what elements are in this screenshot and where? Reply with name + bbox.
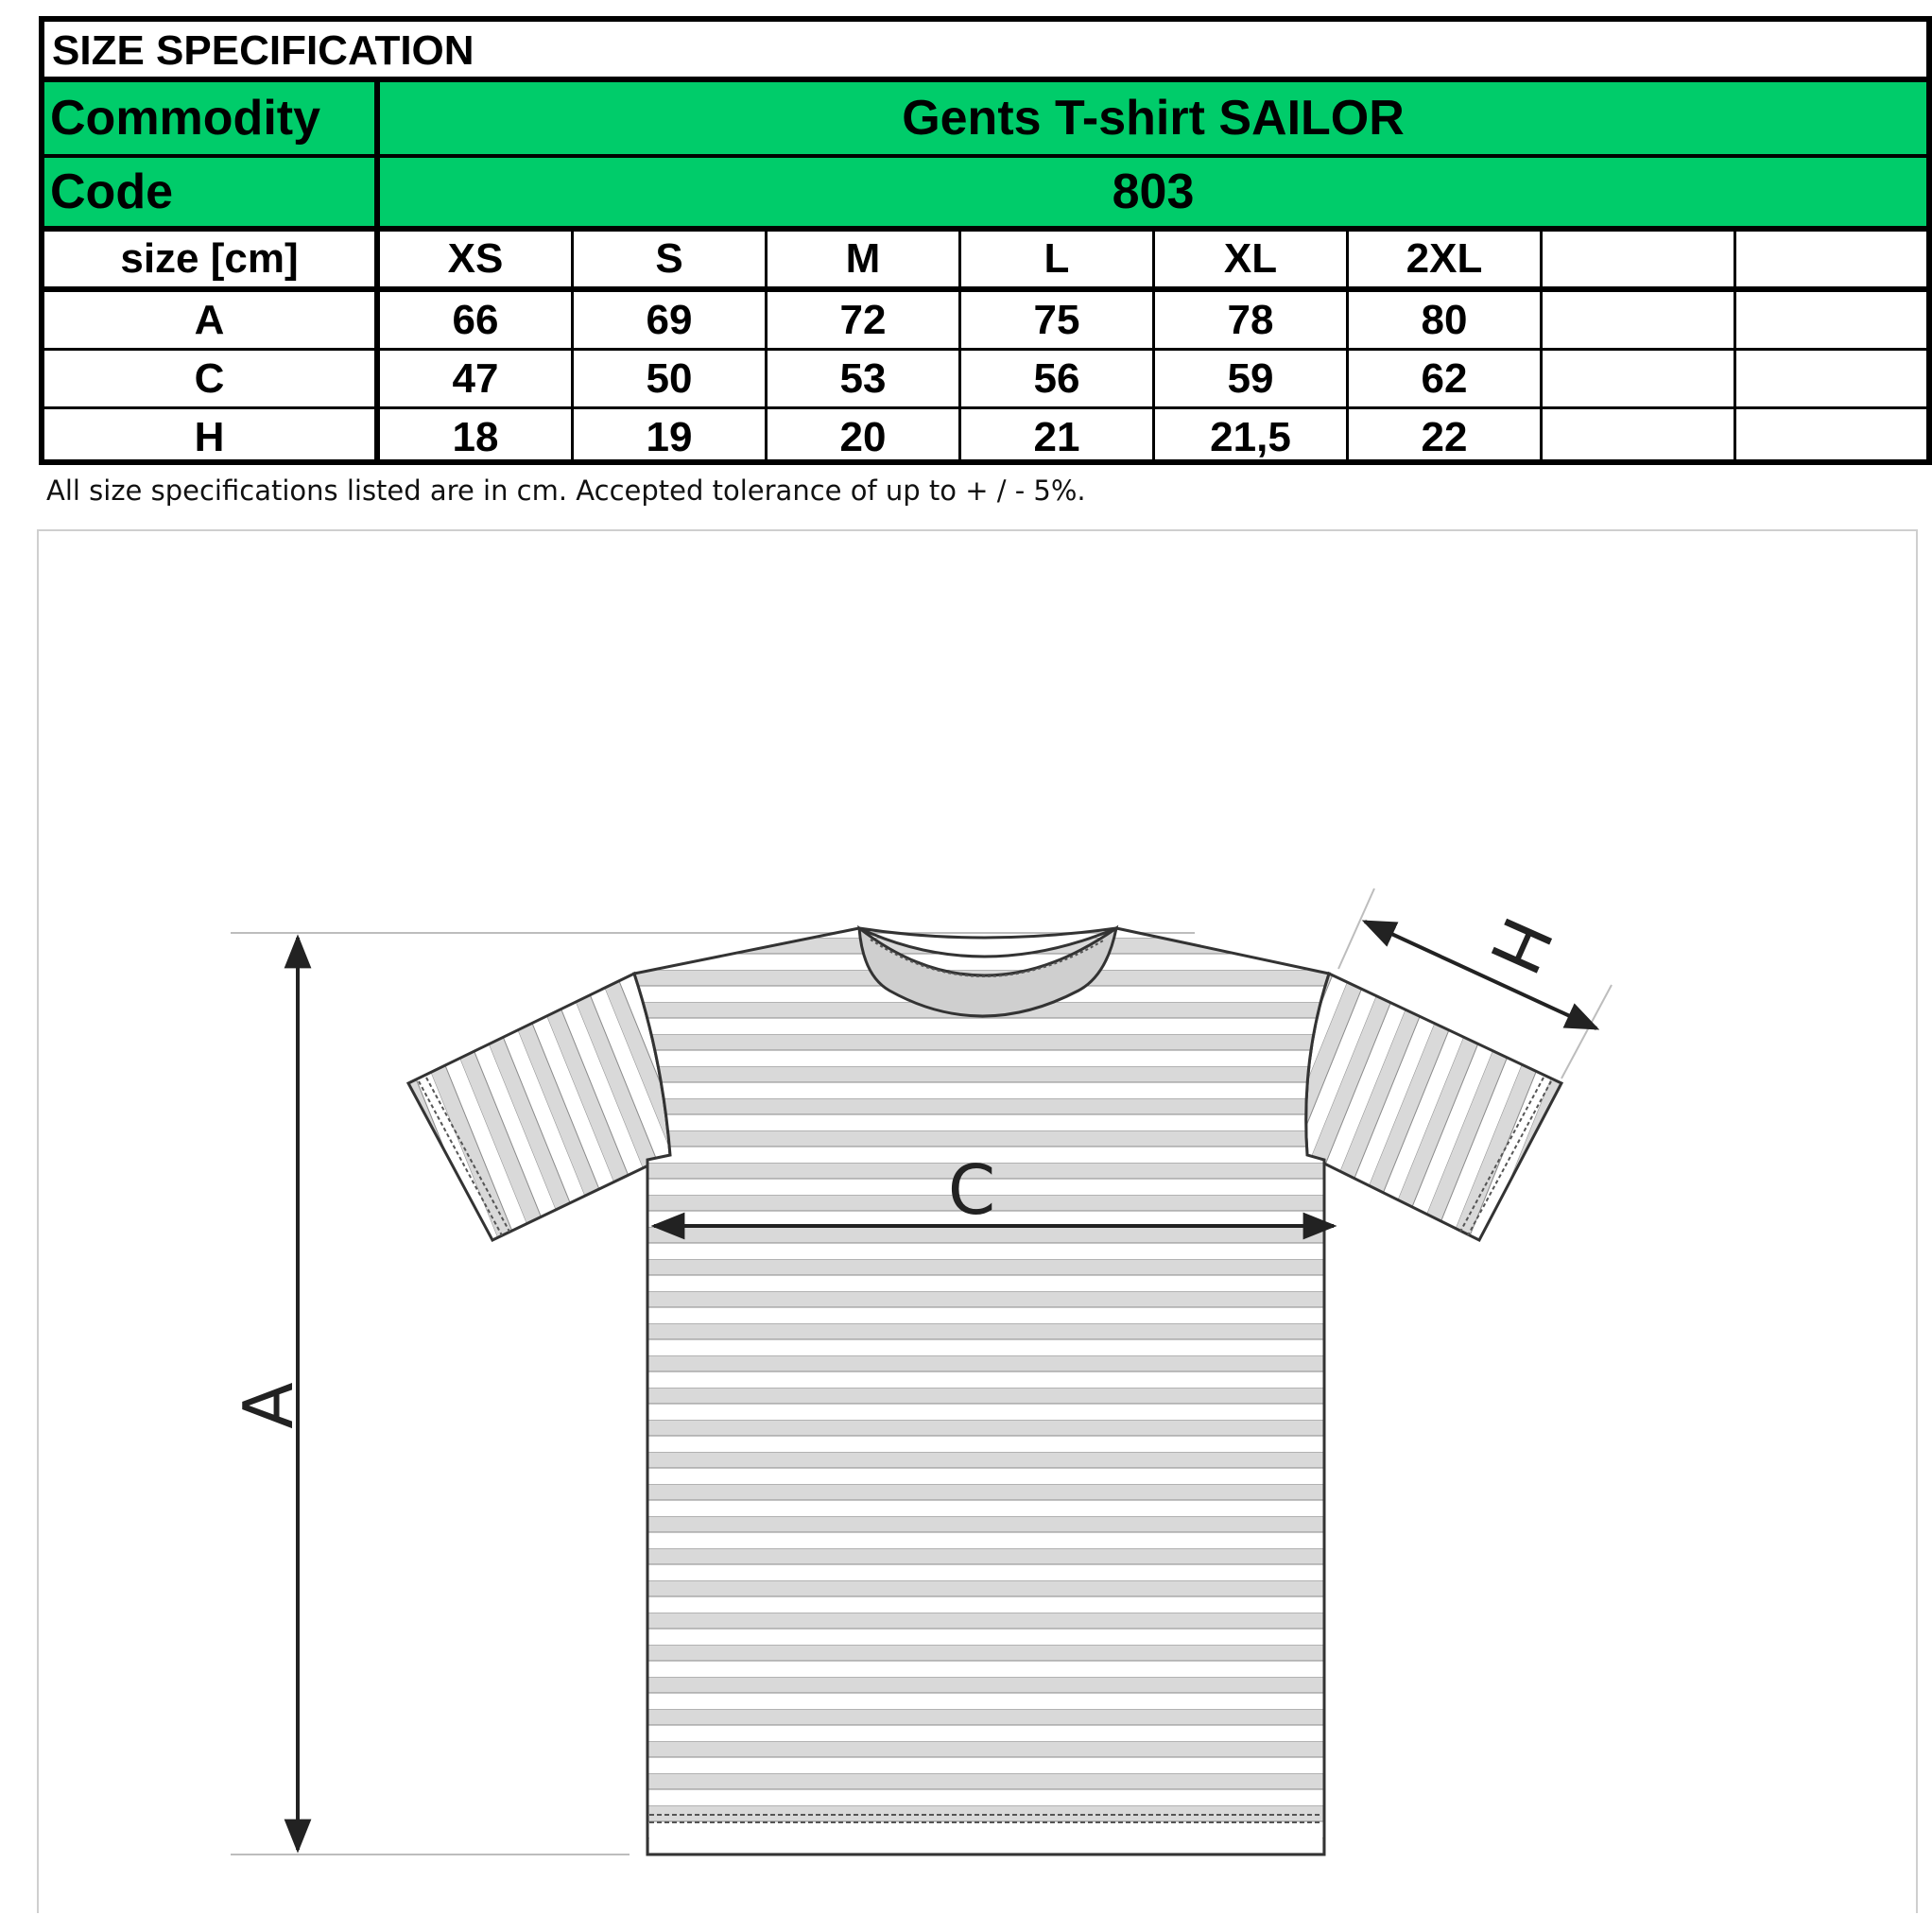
- tolerance-note: All size specifications listed are in cm. Accepted tolerance of up to + / - 5%.: [46, 474, 1086, 507]
- table-cell: M: [768, 232, 961, 286]
- code-value: 803: [1112, 164, 1195, 219]
- table-cell: 80: [1349, 292, 1543, 348]
- row-label-cell: H: [44, 409, 380, 465]
- tshirt-diagram: [39, 531, 1920, 1915]
- h-extension-line-left: [1338, 888, 1374, 969]
- table-cell: 59: [1155, 351, 1349, 406]
- commodity-value: Gents T-shirt SAILOR: [902, 91, 1405, 146]
- table-row: [44, 351, 1926, 409]
- garment-drawing-frame: [37, 529, 1918, 1913]
- table-cell: L: [961, 232, 1155, 286]
- table-cell: [1736, 232, 1926, 286]
- table-cell: 69: [574, 292, 768, 348]
- table-cell: XL: [1155, 232, 1349, 286]
- size-specification-table: [39, 16, 1932, 465]
- h-extension-line-right: [1561, 985, 1612, 1078]
- code-row: [44, 158, 1926, 232]
- table-cell: [1736, 351, 1926, 406]
- table-cell: [1736, 409, 1926, 465]
- table-cell: 20: [768, 409, 961, 465]
- right-sleeve: [1306, 974, 1561, 1240]
- table-row: [44, 292, 1926, 351]
- table-cell: 47: [380, 351, 574, 406]
- commodity-label: Commodity: [44, 82, 380, 154]
- table-cell: [1736, 292, 1926, 348]
- table-cell: 72: [768, 292, 961, 348]
- shirt-body: [634, 928, 1329, 1855]
- table-cell: S: [574, 232, 768, 286]
- table-title: SIZE SPECIFICATION: [52, 27, 474, 74]
- left-sleeve: [408, 974, 670, 1240]
- table-cell: 50: [574, 351, 768, 406]
- code-label: Code: [44, 158, 380, 226]
- table-cell: 62: [1349, 351, 1543, 406]
- table-title-row: [44, 22, 1926, 82]
- table-cell: [1543, 232, 1736, 286]
- table-cell: XS: [380, 232, 574, 286]
- table-cell: [1543, 351, 1736, 406]
- table-cell: 75: [961, 292, 1155, 348]
- row-label-cell: C: [44, 351, 380, 406]
- dimension-h-label: H: [1474, 906, 1568, 985]
- row-label-cell: size [cm]: [44, 232, 380, 286]
- table-cell: 21,5: [1155, 409, 1349, 465]
- table-cell: 22: [1349, 409, 1543, 465]
- table-row: [44, 409, 1926, 465]
- table-cell: 53: [768, 351, 961, 406]
- row-label-cell: A: [44, 292, 380, 348]
- table-cell: [1543, 409, 1736, 465]
- table-cell: 56: [961, 351, 1155, 406]
- table-cell: 78: [1155, 292, 1349, 348]
- dimension-a-label: A: [229, 1382, 308, 1429]
- table-cell: 18: [380, 409, 574, 465]
- table-cell: 21: [961, 409, 1155, 465]
- table-cell: 66: [380, 292, 574, 348]
- table-cell: [1543, 292, 1736, 348]
- commodity-row: [44, 82, 1926, 158]
- table-cell: 19: [574, 409, 768, 465]
- size-header-row: [44, 232, 1926, 292]
- dimension-c-label: C: [947, 1150, 996, 1230]
- table-cell: 2XL: [1349, 232, 1543, 286]
